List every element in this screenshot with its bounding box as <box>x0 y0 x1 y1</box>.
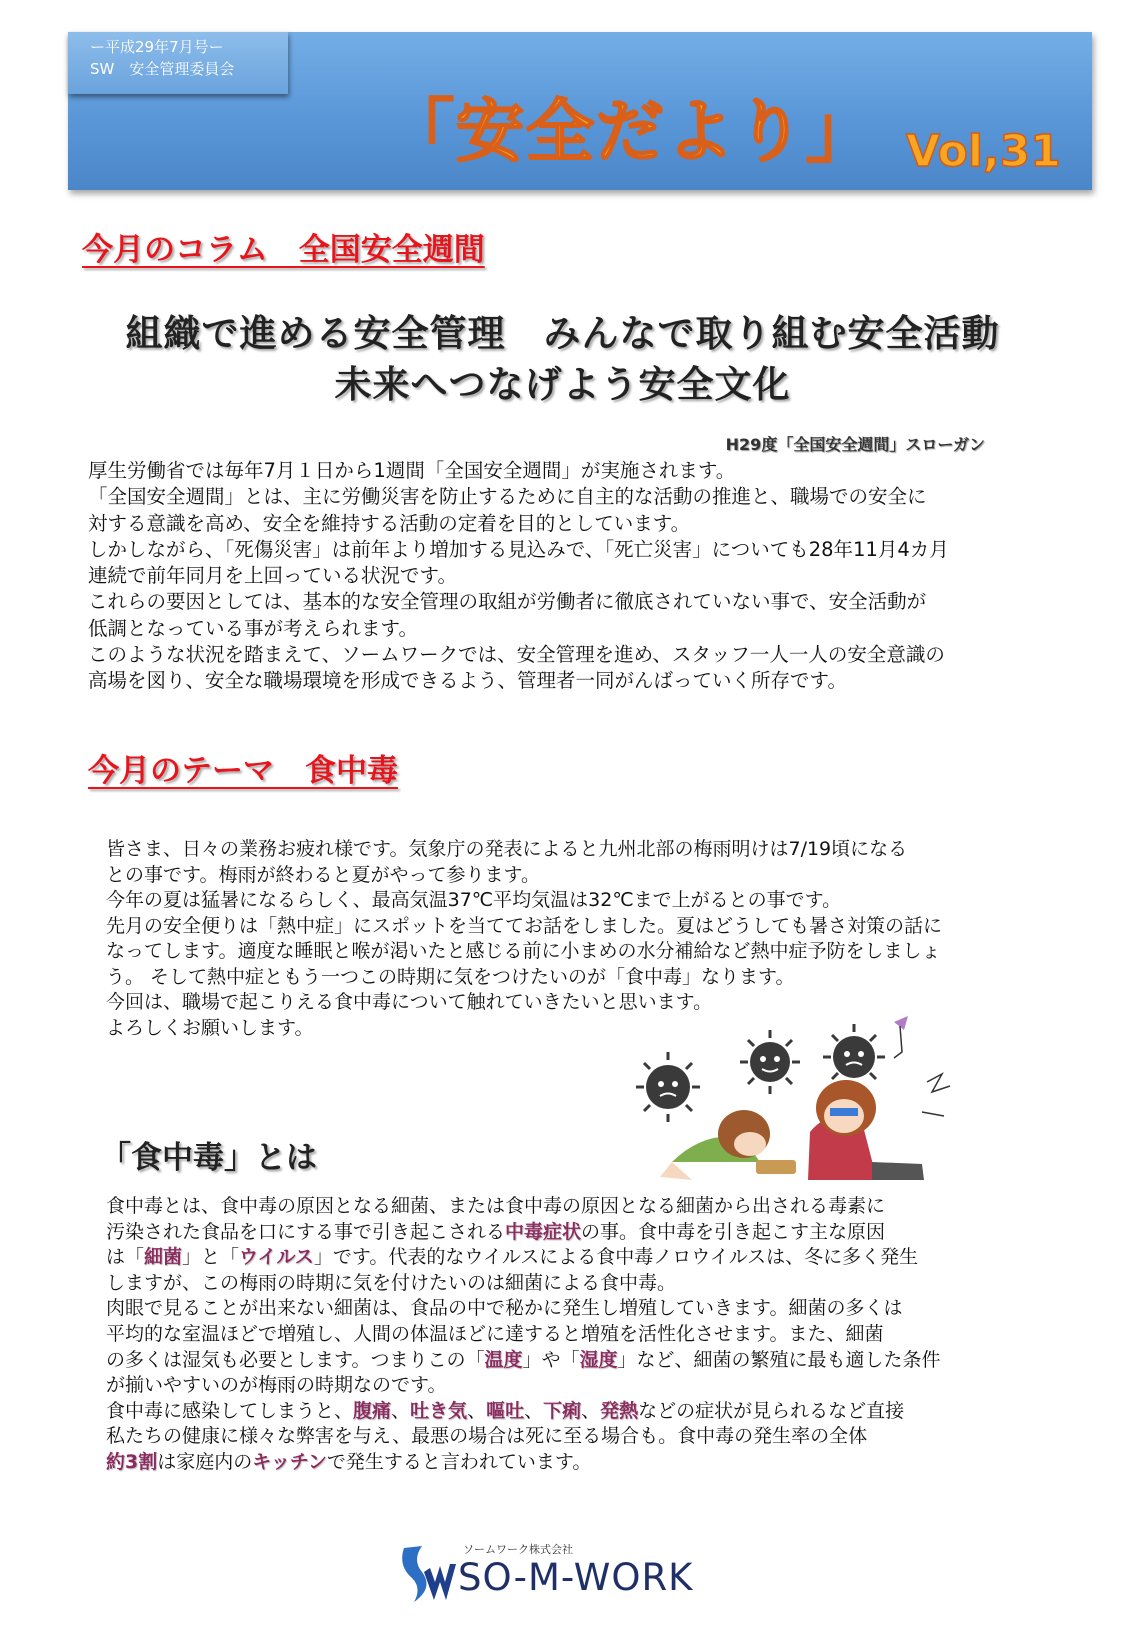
text: 」です。代表的なウイルスによる食中毒ノロウイルスは、冬に多く発生 <box>313 1246 919 1269</box>
about-heading: 「食中毒」とは <box>100 1140 317 1176</box>
text: 、 <box>524 1399 544 1422</box>
column-body <box>88 458 949 695</box>
company-logo-icon <box>400 1542 456 1606</box>
issue-committee: SW 安全管理委員会 <box>90 60 235 78</box>
text: などの症状が見られるなど直接 <box>638 1399 905 1422</box>
company-kana: ソームワーク株式会社 <box>463 1543 573 1556</box>
highlight-text: 腹痛 <box>353 1399 392 1422</box>
highlight-text: キッチン <box>252 1450 327 1473</box>
about-line: しますが、この梅雨の時期に気を付けたいのは細菌による食中毒。 <box>106 1271 677 1294</box>
theme-line: なってします。適度な睡眠と喉が渇いたと感じる前に小まめの水分補給など熱中症予防をしましょ <box>106 940 941 962</box>
text: 」や「 <box>522 1348 580 1371</box>
about-line: が揃いやすいのが梅雨の時期なのです。 <box>106 1374 447 1397</box>
germ-icon <box>823 1024 885 1090</box>
highlight-text: 発熱 <box>600 1399 639 1422</box>
text: で発生すると言われています。 <box>326 1450 592 1473</box>
theme-heading: 今月のテーマ 食中毒 <box>88 753 398 789</box>
text: 食中毒に感染してしまうと、 <box>106 1399 354 1422</box>
text: は家庭内の <box>157 1450 253 1473</box>
company-name: SO-M-WORK <box>458 1556 694 1599</box>
text: 」など、細菌の繁殖に最も適した条件 <box>617 1348 941 1371</box>
highlight-text: ウイルス <box>239 1246 314 1269</box>
highlight-text: 下痢 <box>543 1399 582 1422</box>
text: 汚染された食品を口にする事で引き起こされる <box>106 1220 506 1243</box>
slogan-line-2: 未来へつなげよう安全文化 <box>334 363 791 406</box>
column-line: 低調となっている事が考えられます。 <box>88 616 418 640</box>
about-line <box>106 1348 941 1374</box>
germ-icon <box>636 1052 700 1122</box>
about-line <box>106 1450 941 1476</box>
germ-icon <box>740 1030 800 1094</box>
column-line: 厚生労働省では毎年7月１日から1週間「全国安全週間」が実施されます。 <box>88 459 736 482</box>
issue-label <box>68 32 288 94</box>
slogan-caption: H29度「全国安全週間」スローガン <box>725 435 985 454</box>
theme-line: 今年の夏は猛暑になるらしく、最高気温37℃平均気温は32℃まで上がるとの事です。 <box>106 889 842 911</box>
slogan-line-1: 組織で進める安全管理 みんなで取り組む安全活動 <box>125 312 1000 355</box>
volume-number: Vol,31 <box>906 126 1061 177</box>
about-line <box>106 1245 941 1271</box>
about-line: 私たちの健康に様々な弊害を与え、最悪の場合は死に至る場合も。食中毒の発生率の全体 <box>106 1425 868 1448</box>
theme-line: との事です。梅雨が終わると夏がやって参ります。 <box>106 863 540 886</box>
theme-line: 先月の安全便りは「熱中症」にスポットを当ててお話をしました。夏はどうしても暑さ対策の話に <box>106 914 943 937</box>
text: は「 <box>106 1246 145 1269</box>
column-line: このような状況を踏まえて、ソームワークでは、安全管理を進め、スタッフ一人一人の安全意識の <box>88 643 945 667</box>
highlight-text: 湿度 <box>579 1348 618 1371</box>
column-line: 「全国安全週間」とは、主に労働災害を防止するために自主的な活動の推進と、職場での安全に <box>88 485 927 509</box>
column-line: 高場を図り、安全な職場環境を形成できるよう、管理者一同がんばっていく所存です。 <box>88 669 847 693</box>
column-heading: 今月のコラム 全国安全週間 <box>82 232 485 268</box>
sick-person-icon <box>660 1110 796 1180</box>
about-line <box>106 1399 941 1425</box>
text: 、 <box>467 1399 487 1422</box>
column-line: 連続で前年同月を上回っている状況です。 <box>88 564 457 588</box>
about-line <box>106 1220 941 1246</box>
about-line: 平均的な室温ほどで増殖し、人間の体温ほどに達すると増殖を活性化させます。また、細菌 <box>106 1322 884 1345</box>
column-line: 対する意識を高め、安全を維持する活動の定着を目的としています。 <box>88 511 691 535</box>
theme-body <box>106 837 942 1041</box>
highlight-text: 温度 <box>484 1348 523 1371</box>
highlight-text: 吐き気 <box>410 1399 468 1422</box>
column-line: しかしながら、「死傷災害」は前年より増加する見込みで、「死亡災害」についても28年11月4カ月 <box>88 537 949 561</box>
highlight-text: 約3割 <box>106 1450 158 1473</box>
text: の多くは湿気も必要とします。つまりこの「 <box>106 1348 485 1371</box>
theme-line: う。 そして熱中症ともう一つこの時期に気をつけたいのが「食中毒」なります。 <box>106 965 795 988</box>
text: 、 <box>581 1399 601 1422</box>
about-body <box>106 1194 941 1476</box>
food-poisoning-illustration <box>632 1012 962 1184</box>
column-line: これらの要因としては、基本的な安全管理の取組が労働者に徹底されていない事で、安全活動が <box>88 590 927 614</box>
theme-line: よろしくお願いします。 <box>106 1016 314 1039</box>
about-line: 肉眼で見ることが出来ない細菌は、食品の中で秘かに発生し増殖していきます。細菌の多くは <box>106 1297 903 1320</box>
text: 、 <box>391 1399 411 1422</box>
highlight-text: 細菌 <box>144 1246 183 1269</box>
highlight-text: 中毒症状 <box>505 1220 582 1243</box>
sick-person-icon <box>808 1080 924 1180</box>
issue-date: ー平成29年7月号ー <box>90 38 224 56</box>
text: 」と「 <box>182 1246 240 1269</box>
newsletter-title: 「安全だより」 <box>386 93 877 172</box>
theme-line: 今回は、職場で起こりえる食中毒について触れていきたいと思います。 <box>106 991 713 1013</box>
text: の事。食中毒を引き起こす主な原因 <box>581 1220 886 1243</box>
highlight-text: 嘔吐 <box>486 1399 525 1422</box>
about-line: 食中毒とは、食中毒の原因となる細菌、または食中毒の原因となる細菌から出される毒素に <box>106 1195 886 1217</box>
theme-line: 皆さま、日々の業務お疲れ様です。気象庁の発表によると九州北部の梅雨明けは7/19頃になる <box>106 838 908 860</box>
